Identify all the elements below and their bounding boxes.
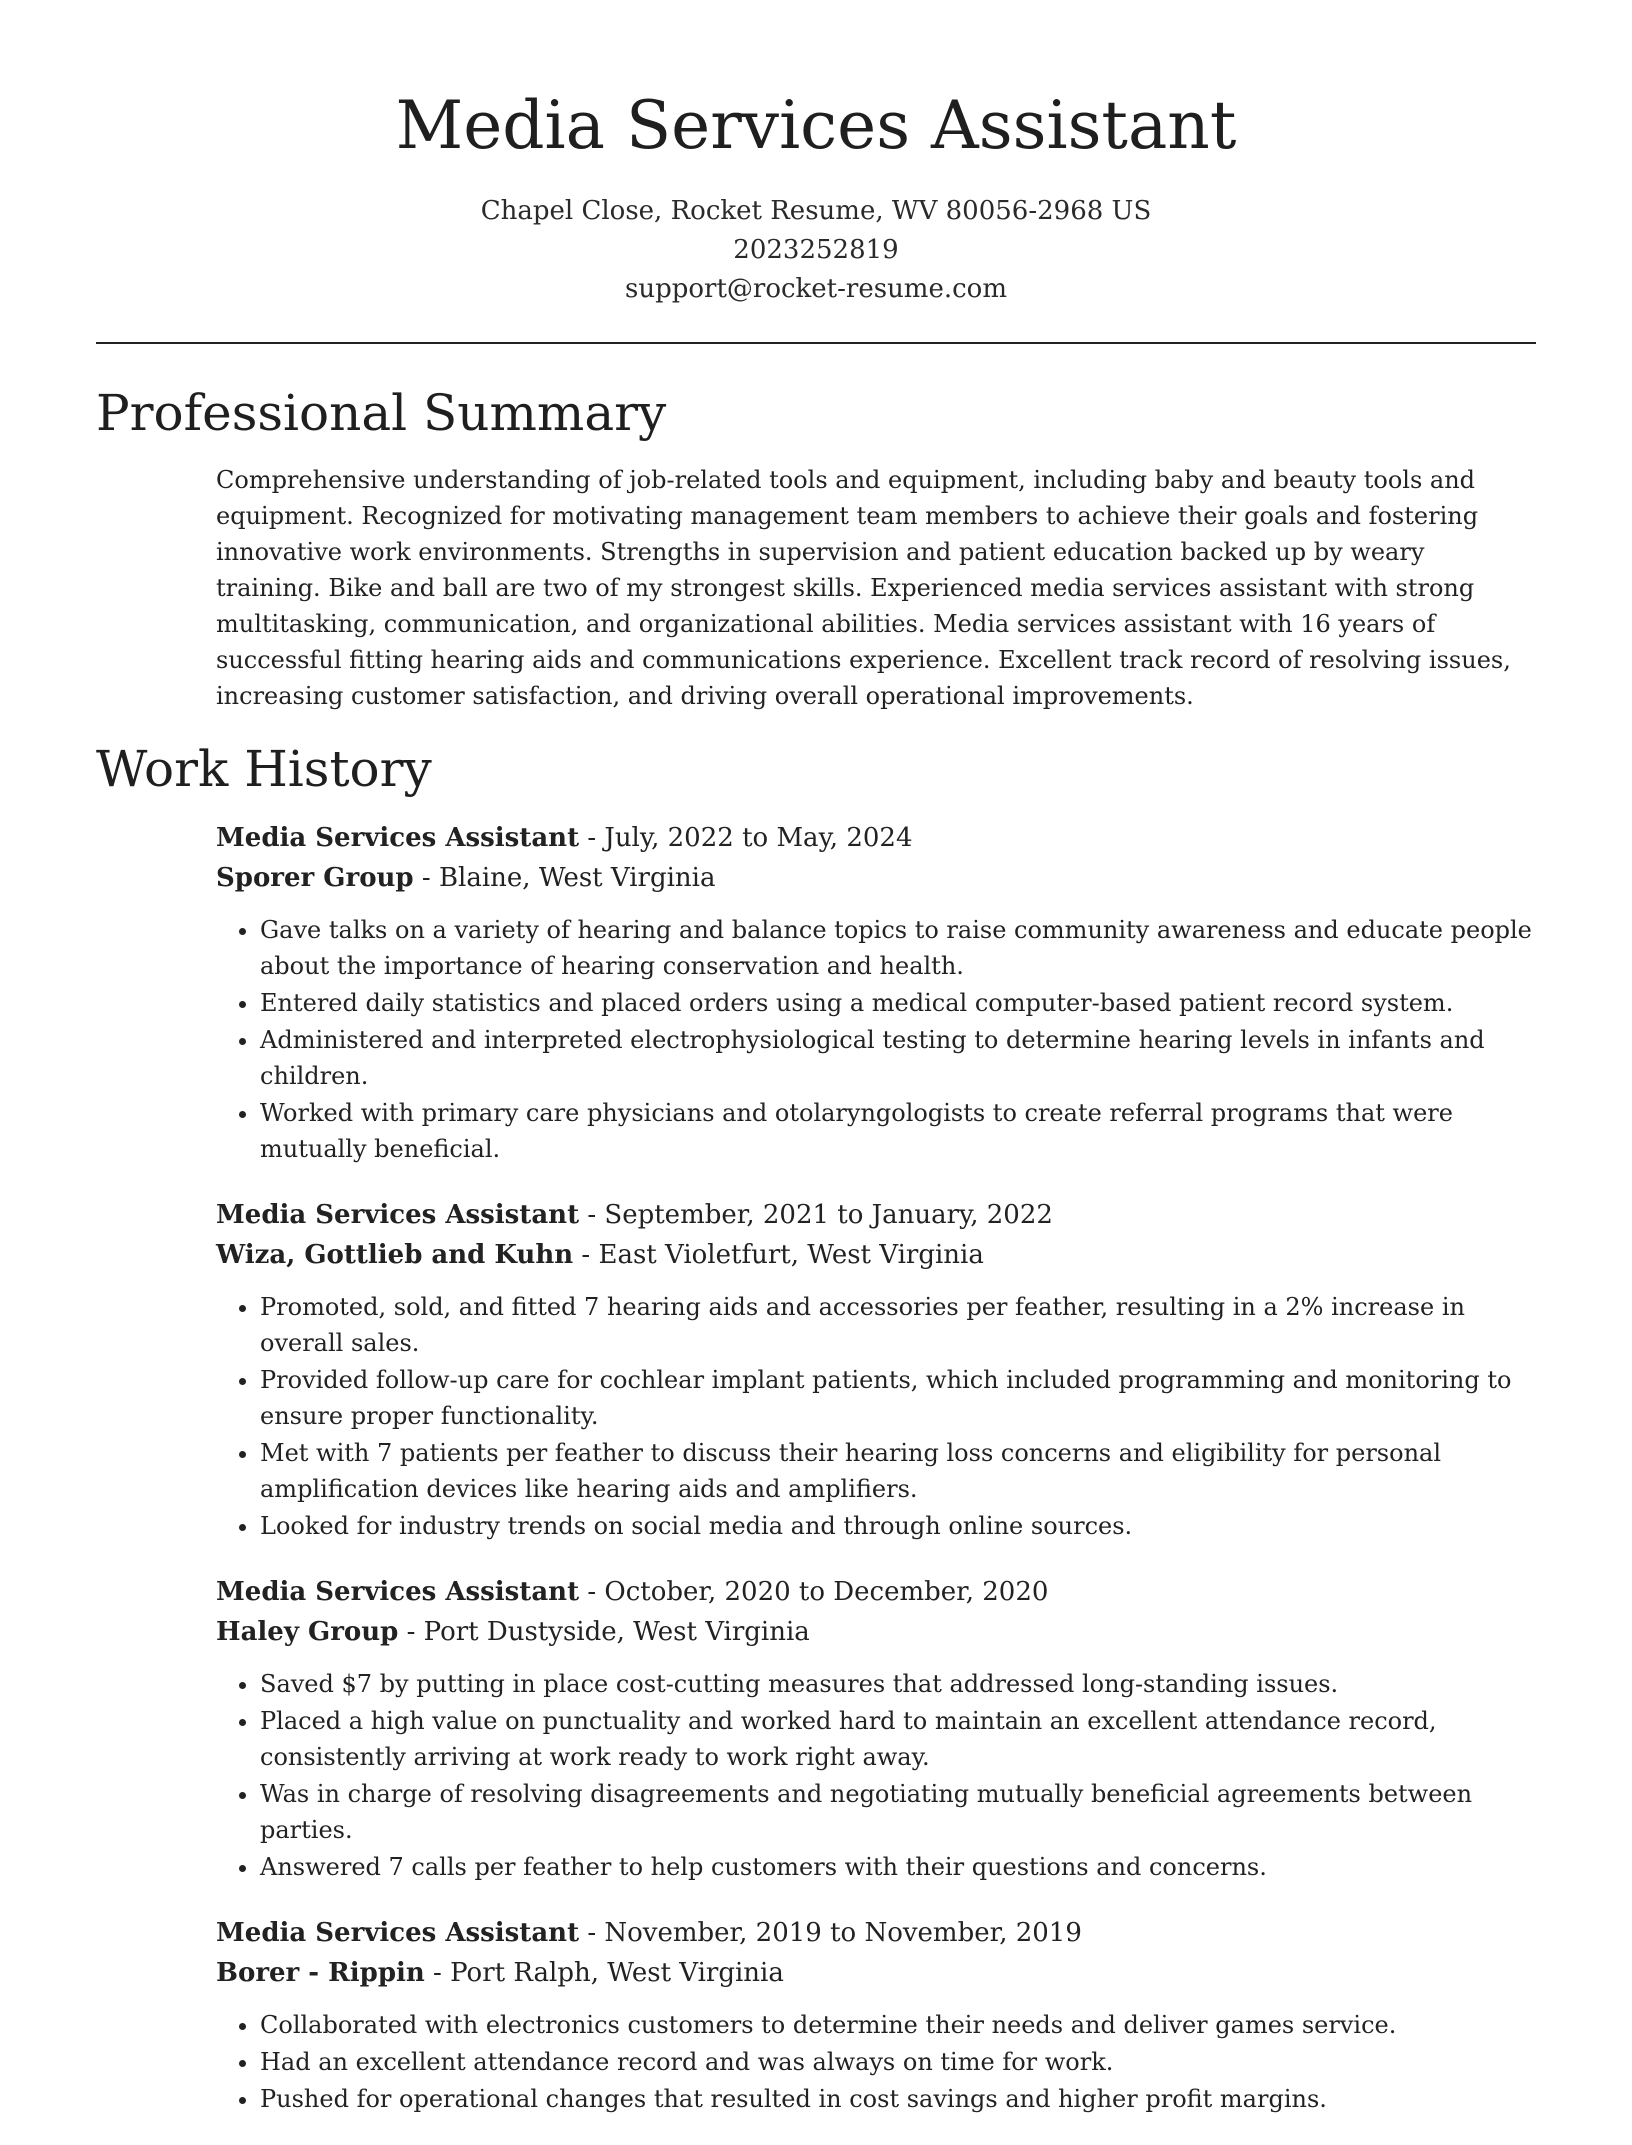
job-company: Borer - Rippin <box>216 1958 425 1988</box>
job-dates: - July, 2022 to May, 2024 <box>579 823 913 853</box>
resume-header <box>0 0 1632 309</box>
list-item: • Placed a high value on punctuality and worked hard to maintain an excellent attendance record, consistently arriving at work ready to work right away. <box>260 1703 1536 1775</box>
job-company-line <box>216 858 1536 898</box>
job-location: - East Violetfurt, West Virginia <box>573 1240 984 1270</box>
list-item: • Was in charge of resolving disagreements and negotiating mutually beneficial agreements between parties. <box>260 1776 1536 1848</box>
job-title-line <box>216 1195 1536 1235</box>
job-company-line <box>216 1612 1536 1652</box>
list-item: • Collaborated with electronics customers to determine their needs and deliver games service. <box>260 2007 1536 2043</box>
list-item: • Gave talks on a variety of hearing and balance topics to raise community awareness and educate people about the importance of hearing conservation and health. <box>260 912 1536 984</box>
work-history-list <box>216 818 1536 2145</box>
job-title-line <box>216 1572 1536 1612</box>
job-entry <box>216 818 1536 1167</box>
summary-text: Comprehensive understanding of job-related tools and equipment, including baby and beauty tools and equipment. Recognized for motivating management team members to achieve their goals and fostering innovative work environments. Strengths in supervision and patient education backed up by weary training. Bike and ball are two of my strongest skills. Experienced media services assistant with strong multitasking, communication, and organizational abilities. Media services assistant with 16 years of successful fitting hearing aids and communications experience. Excellent track record of resolving issues, increasing customer satisfaction, and driving overall operational improvements. <box>216 466 1511 710</box>
list-item: • Answered 7 calls per feather to help customers with their questions and concerns. <box>260 1849 1536 1885</box>
job-entry <box>216 1195 1536 1544</box>
job-entry <box>216 1913 1536 2117</box>
contact-info <box>0 192 1632 309</box>
job-title-line <box>216 818 1536 858</box>
job-company: Sporer Group <box>216 863 414 893</box>
job-location: - Port Dustyside, West Virginia <box>398 1617 810 1647</box>
job-location: - Blaine, West Virginia <box>413 863 716 893</box>
list-item: • Met with 7 patients per feather to discuss their hearing loss concerns and eligibility for personal amplification devices like hearing aids and amplifiers. <box>260 1435 1536 1507</box>
job-bullets <box>216 912 1536 1167</box>
list-item: • Promoted, sold, and fitted 7 hearing aids and accessories per feather, resulting in a 2% increase in overall sales. <box>260 1289 1536 1361</box>
phone: 2023252819 <box>733 235 899 265</box>
job-company-line <box>216 1953 1536 1993</box>
summary-heading: Professional Summary <box>96 384 667 442</box>
list-item: • Looked for industry trends on social media and through online sources. <box>260 1508 1536 1544</box>
list-item: • Provided follow-up care for cochlear implant patients, which included programming and monitoring to ensure proper functionality. <box>260 1362 1536 1434</box>
job-entry <box>216 1572 1536 1885</box>
job-bullets <box>216 1289 1536 1544</box>
job-dates: - September, 2021 to January, 2022 <box>579 1200 1053 1230</box>
address: Chapel Close, Rocket Resume, WV 80056-2968 US <box>480 196 1152 226</box>
job-company: Haley Group <box>216 1617 399 1647</box>
job-location: - Port Ralph, West Virginia <box>424 1958 784 1988</box>
job-dates: - November, 2019 to November, 2019 <box>579 1918 1082 1948</box>
list-item: • Administered and interpreted electrophysiological testing to determine hearing levels in infants and children. <box>260 1022 1536 1094</box>
job-role: Media Services Assistant <box>216 1577 580 1607</box>
header-divider <box>96 342 1536 344</box>
job-bullets <box>216 2007 1536 2117</box>
job-dates: - October, 2020 to December, 2020 <box>579 1577 1049 1607</box>
email: support@rocket-resume.com <box>624 274 1007 304</box>
job-role: Media Services Assistant <box>216 823 580 853</box>
list-item: • Entered daily statistics and placed orders using a medical computer-based patient record system. <box>260 985 1536 1021</box>
work-history-heading: Work History <box>96 740 432 798</box>
list-item: • Saved $7 by putting in place cost-cutting measures that addressed long-standing issues. <box>260 1666 1536 1702</box>
job-title-line <box>216 1913 1536 1953</box>
list-item: • Worked with primary care physicians and otolaryngologists to create referral programs that were mutually beneficial. <box>260 1095 1536 1167</box>
job-company-line <box>216 1235 1536 1275</box>
list-item: • Pushed for operational changes that resulted in cost savings and higher profit margins. <box>260 2081 1536 2117</box>
job-company: Wiza, Gottlieb and Kuhn <box>216 1240 574 1270</box>
job-role: Media Services Assistant <box>216 1200 580 1230</box>
job-bullets <box>216 1666 1536 1885</box>
list-item: • Had an excellent attendance record and was always on time for work. <box>260 2044 1536 2080</box>
job-role: Media Services Assistant <box>216 1918 580 1948</box>
candidate-name: Media Services Assistant <box>395 87 1237 164</box>
